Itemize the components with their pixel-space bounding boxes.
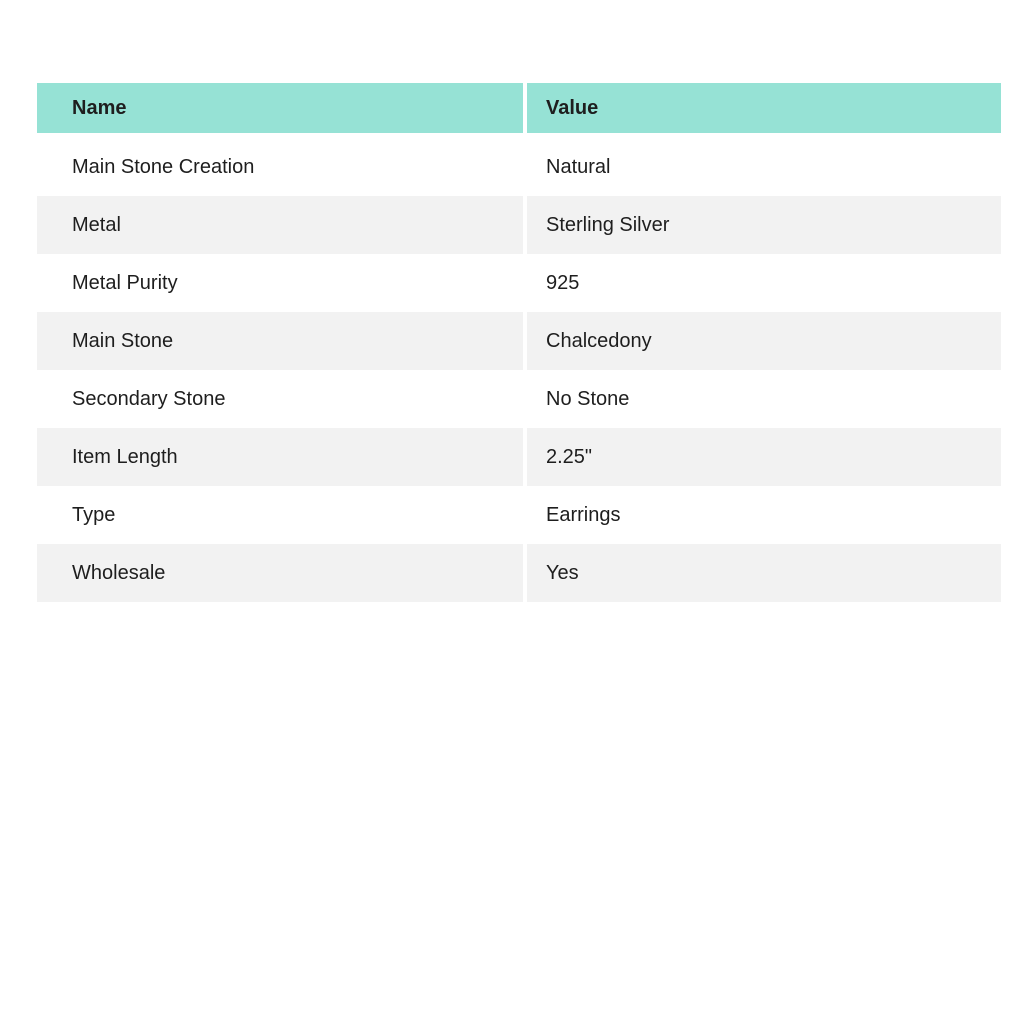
spec-name-cell: Secondary Stone	[37, 370, 523, 428]
spec-value-cell: Chalcedony	[527, 312, 1001, 370]
table-row	[37, 254, 1001, 312]
table-row	[37, 138, 1001, 196]
table-row	[37, 196, 1001, 254]
product-spec-table	[37, 83, 1001, 602]
table-header-row	[37, 83, 1001, 133]
spec-name-cell: Metal Purity	[37, 254, 523, 312]
table-row	[37, 370, 1001, 428]
spec-value-cell: Earrings	[527, 486, 1001, 544]
spec-name-cell: Item Length	[37, 428, 523, 486]
spec-value-cell: Natural	[527, 138, 1001, 196]
spec-value-cell: No Stone	[527, 370, 1001, 428]
table-row	[37, 428, 1001, 486]
spec-name-cell: Metal	[37, 196, 523, 254]
table-body	[37, 138, 1001, 602]
column-header-name: Name	[37, 83, 523, 133]
spec-value-cell: Sterling Silver	[527, 196, 1001, 254]
spec-name-cell: Wholesale	[37, 544, 523, 602]
spec-value-cell: 925	[527, 254, 1001, 312]
table-row	[37, 486, 1001, 544]
table-row	[37, 312, 1001, 370]
table-row	[37, 544, 1001, 602]
spec-name-cell: Type	[37, 486, 523, 544]
column-header-value: Value	[527, 83, 1001, 133]
spec-value-cell: Yes	[527, 544, 1001, 602]
spec-value-cell: 2.25"	[527, 428, 1001, 486]
spec-name-cell: Main Stone	[37, 312, 523, 370]
spec-name-cell: Main Stone Creation	[37, 138, 523, 196]
